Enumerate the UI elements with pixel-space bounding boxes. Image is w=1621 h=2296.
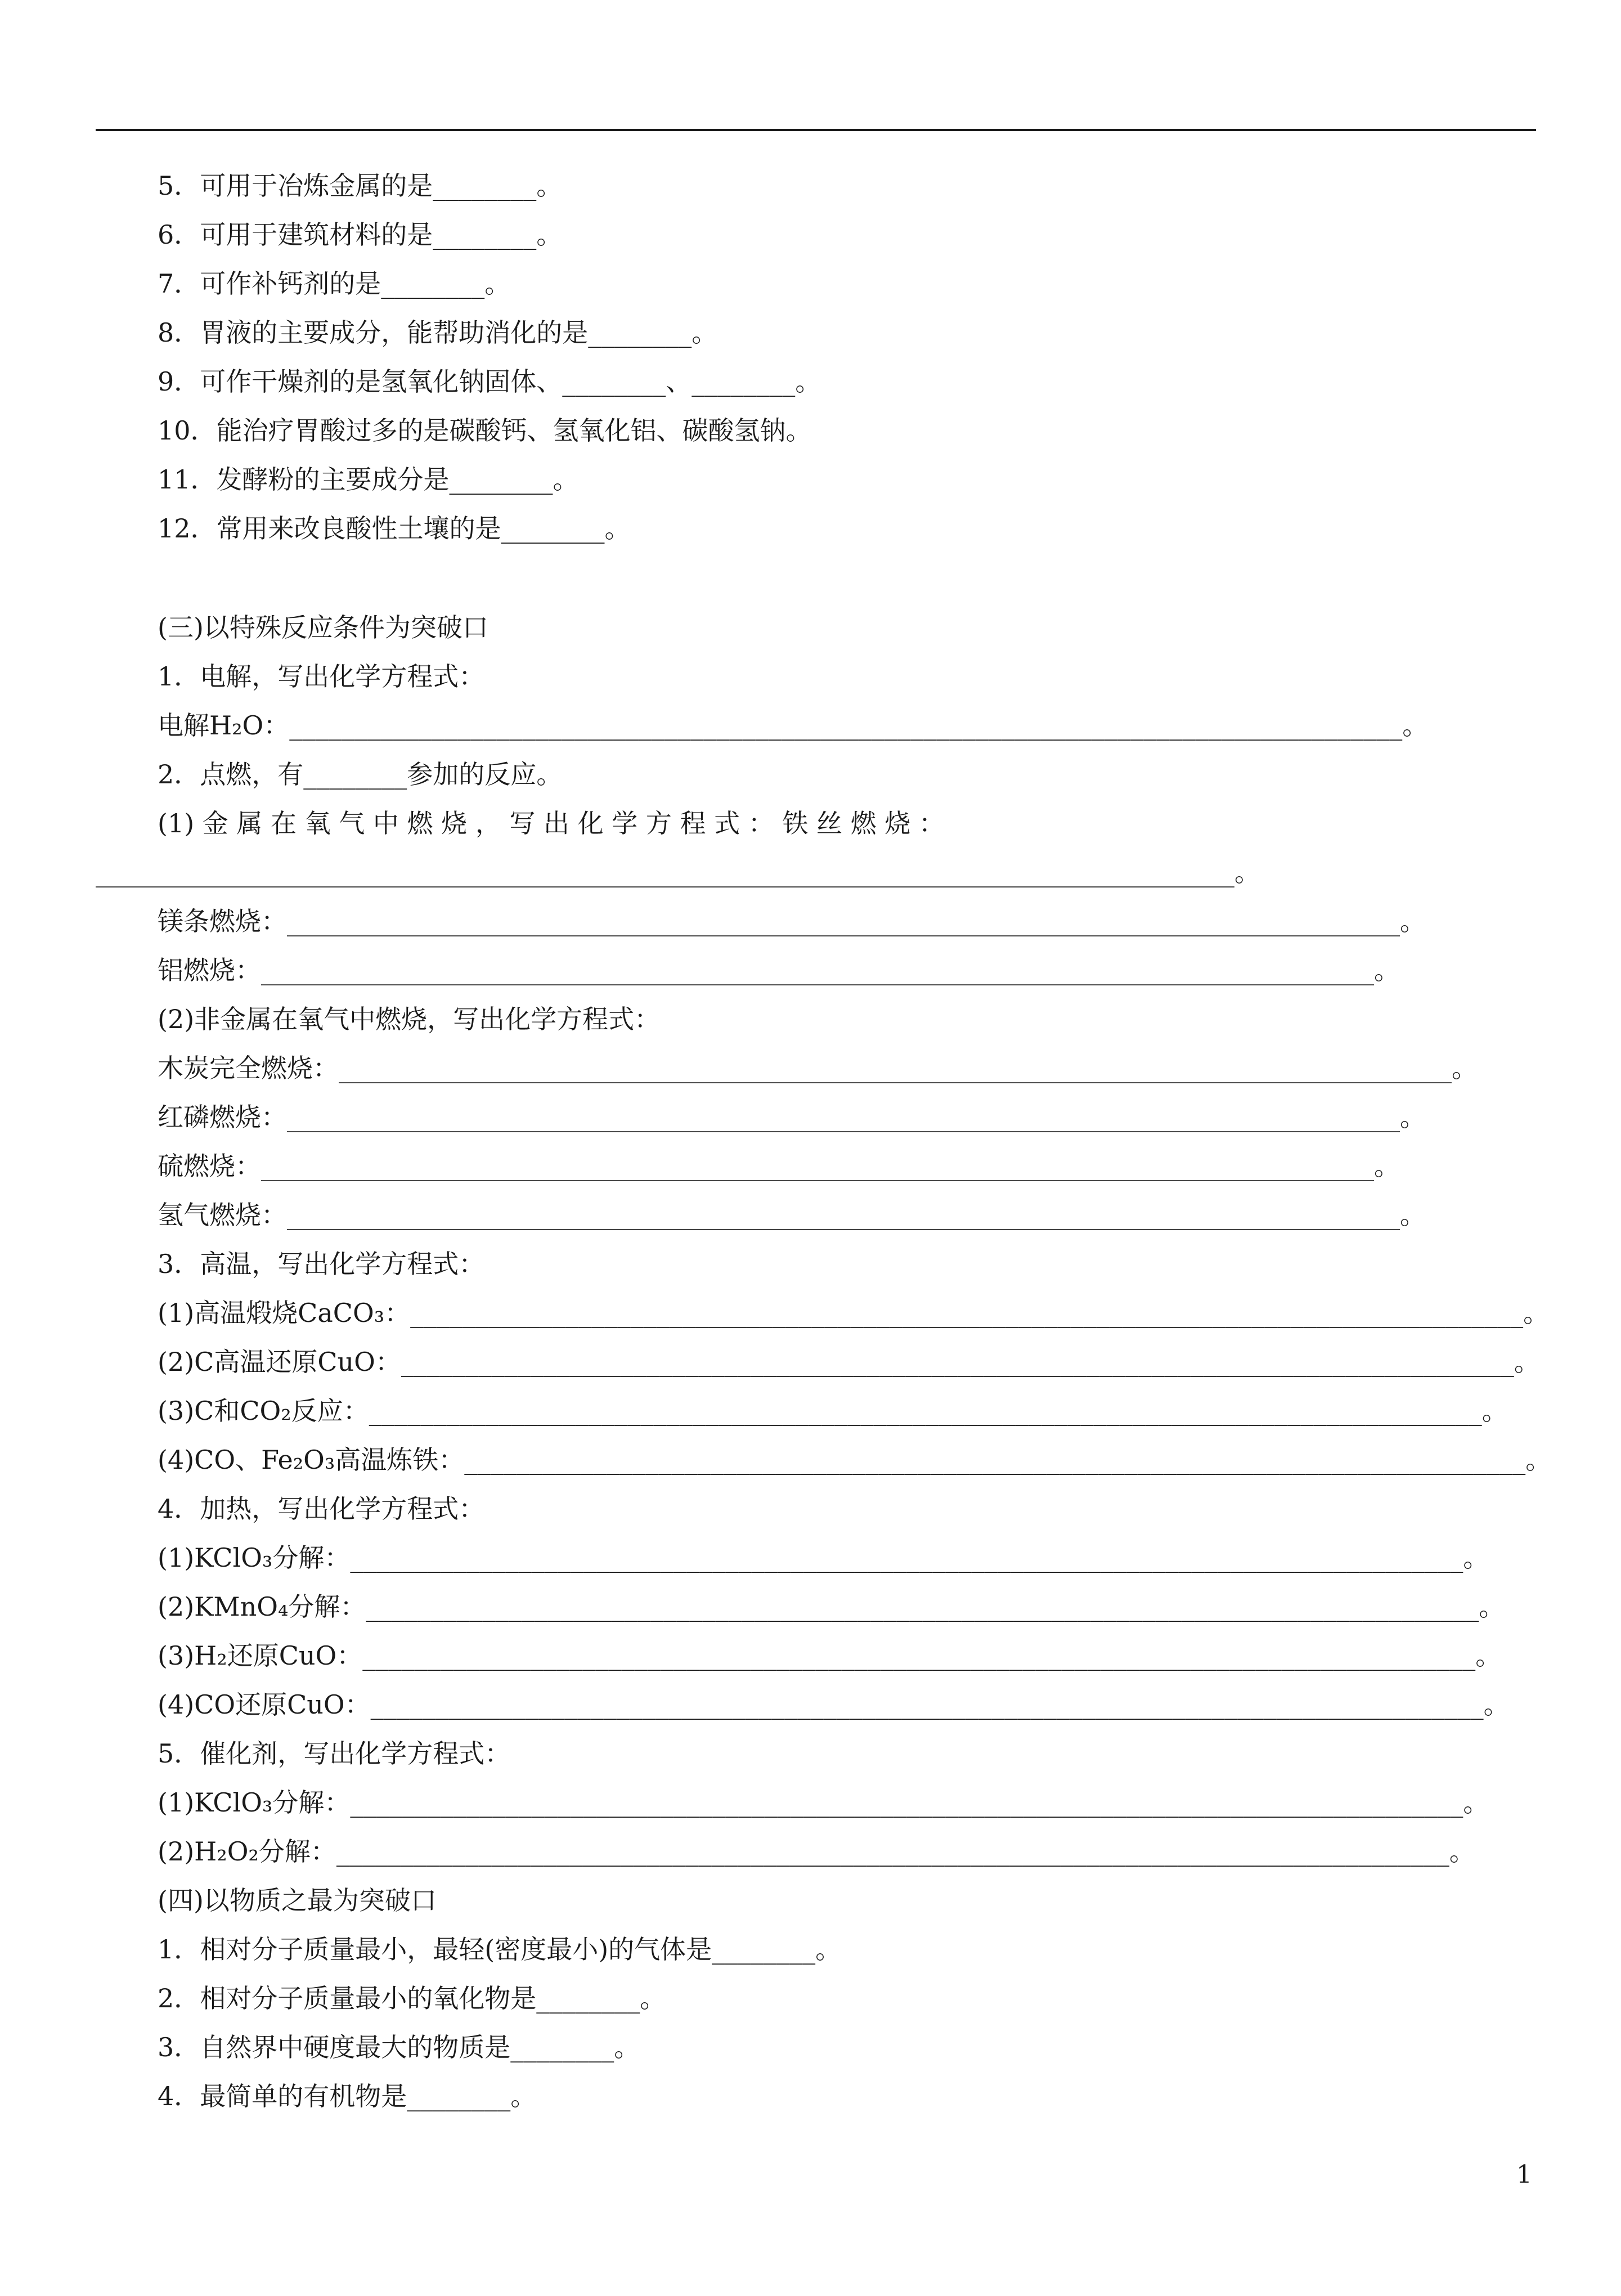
heating-title: 4．加热，写出化学方程式： xyxy=(158,1494,485,1524)
calcination-line: (1)高温煅烧CaCO₃：______________________________________________________________________________________。 xyxy=(158,1298,1550,1328)
page-number: 1 xyxy=(1516,2160,1532,2189)
magnesium-combustion-line: 镁条燃烧：______________________________________________________________________________________。 xyxy=(158,906,1426,936)
item-10: 10．能治疗胃酸过多的是碳酸钙、氢氧化铝、碳酸氢钠。 xyxy=(158,415,812,446)
h2-reduce-line: (3)H₂还原CuO：______________________________________________________________________________________。 xyxy=(158,1640,1502,1671)
item-11: 11．发酵粉的主要成分是________。 xyxy=(158,464,579,495)
electrolysis-water-line: 电解H₂O：______________________________________________________________________________________。 xyxy=(158,710,1429,741)
phosphorus-combustion-line: 红磷燃烧：______________________________________________________________________________________。 xyxy=(158,1102,1426,1132)
iron-smelting-line: (4)CO、Fe₂O₃高温炼铁：__________________________________________________________________________________。 xyxy=(158,1445,1552,1475)
lightest-gas-line: 1．相对分子质量最小，最轻(密度最小)的气体是________。 xyxy=(158,1934,842,1965)
smallest-oxide-line: 2．相对分子质量最小的氧化物是________。 xyxy=(158,1983,666,2014)
kclo3-catalyst-line: (1)KClO₃分解：______________________________________________________________________________________。 xyxy=(158,1787,1489,1818)
item-8: 8．胃液的主要成分，能帮助消化的是________。 xyxy=(158,317,718,348)
item-12: 12．常用来改良酸性土壤的是________。 xyxy=(158,513,631,544)
aluminum-combustion-line: 铝燃烧：______________________________________________________________________________________。 xyxy=(158,955,1400,985)
catalyst-title: 5．催化剂，写出化学方程式： xyxy=(158,1738,511,1769)
sulfur-combustion-line: 硫燃烧：______________________________________________________________________________________。 xyxy=(158,1151,1400,1181)
hardest-substance-line: 3．自然界中硬度最大的物质是________。 xyxy=(158,2032,640,2062)
simplest-organic-line: 4．最简单的有机物是________。 xyxy=(158,2081,537,2111)
charcoal-combustion-line: 木炭完全燃烧：______________________________________________________________________________________。 xyxy=(158,1053,1478,1083)
section-3-heading: (三)以特殊反应条件为突破口 xyxy=(158,612,488,643)
section-4-heading: (四)以物质之最为突破口 xyxy=(158,1885,437,1916)
iron-combustion-blank: ________________________________________________________________________________________。 xyxy=(96,857,1260,887)
electrolysis-title: 1．电解，写出化学方程式： xyxy=(158,661,485,692)
item-6: 6．可用于建筑材料的是________。 xyxy=(158,219,563,250)
ignition-title: 2．点燃，有________参加的反应。 xyxy=(158,759,563,790)
high-temp-title: 3．高温，写出化学方程式： xyxy=(158,1249,485,1279)
item-9: 9．可作干燥剂的是氢氧化钠固体、________、________。 xyxy=(158,366,821,397)
item-7: 7．可作补钙剂的是________。 xyxy=(158,268,511,299)
c-co2-line: (3)C和CO₂反应：______________________________________________________________________________________。 xyxy=(158,1396,1508,1426)
kclo3-heat-line: (1)KClO₃分解：______________________________________________________________________________________。 xyxy=(158,1542,1489,1573)
metal-combustion-title: (1) 金 属 在 氧 气 中 燃 烧 ， 写 出 化 学 方 程 式 ： 铁 丝 燃 烧 ： xyxy=(158,808,945,838)
header-rule xyxy=(96,129,1536,131)
item-5: 5．可用于冶炼金属的是________。 xyxy=(158,171,563,201)
co-reduce-line: (4)CO还原CuO：______________________________________________________________________________________。 xyxy=(158,1689,1510,1720)
c-reduce-cuo-line: (2)C高温还原CuO：______________________________________________________________________________________。 xyxy=(158,1347,1540,1377)
nonmetal-combustion-title: (2)非金属在氧气中燃烧，写出化学方程式： xyxy=(158,1004,661,1034)
hydrogen-combustion-line: 氢气燃烧：______________________________________________________________________________________。 xyxy=(158,1200,1426,1230)
kmno4-heat-line: (2)KMnO₄分解：______________________________________________________________________________________。 xyxy=(158,1591,1505,1622)
h2o2-catalyst-line: (2)H₂O₂分解：______________________________________________________________________________________。 xyxy=(158,1836,1475,1867)
